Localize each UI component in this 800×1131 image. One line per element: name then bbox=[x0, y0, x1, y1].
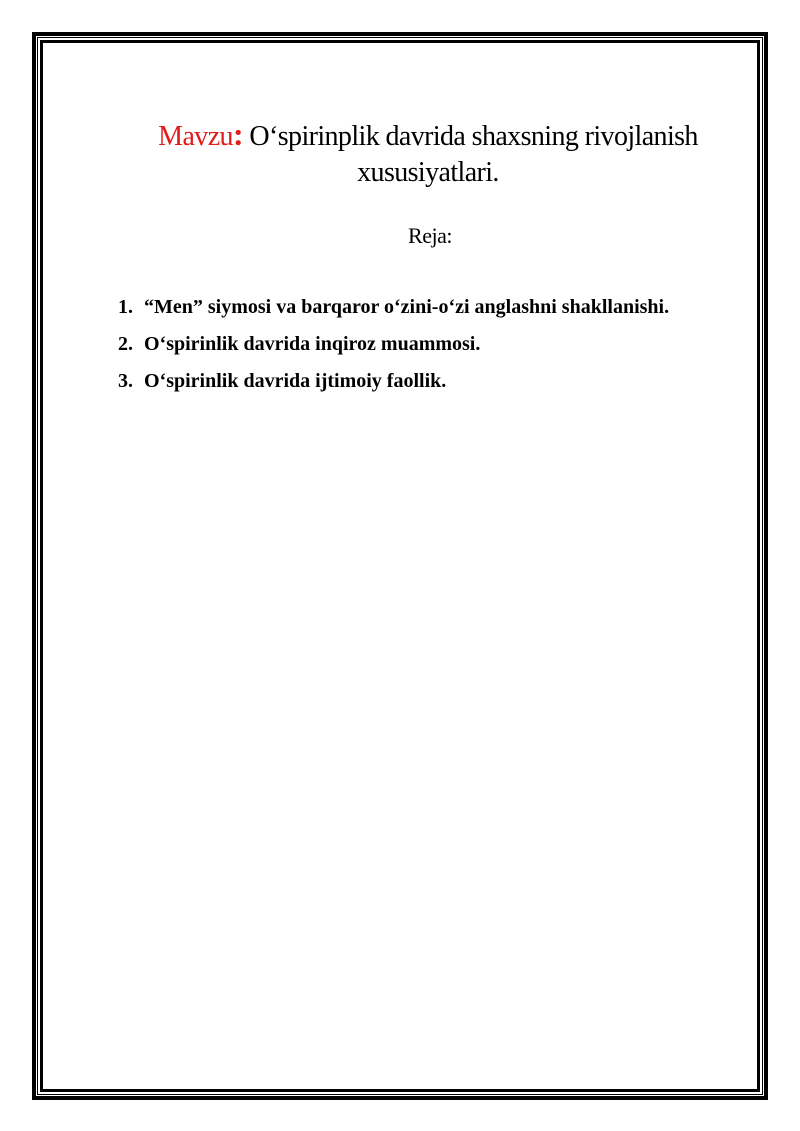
plan-item bbox=[118, 331, 748, 368]
plan-title: Reja: bbox=[408, 223, 452, 248]
plan-item-number: 2. bbox=[118, 333, 133, 355]
plan-item bbox=[118, 368, 748, 405]
plan-item-text: O‘spirinlik davrida ijtimoiy faollik. bbox=[144, 370, 447, 392]
page-border-inner bbox=[40, 40, 760, 1092]
plan-item bbox=[118, 294, 748, 331]
plan-list bbox=[118, 294, 748, 405]
topic-heading bbox=[100, 116, 756, 191]
topic-colon: : bbox=[232, 116, 243, 152]
topic-title: O‘spirinplik davrida shaxsning rivojlanish xususiyatlari. bbox=[249, 121, 698, 188]
plan-item-number: 1. bbox=[118, 296, 133, 318]
topic-label: Mavzu bbox=[158, 121, 233, 152]
plan-item-number: 3. bbox=[118, 370, 133, 392]
plan-item-text: “Men” siymosi va barqaror o‘zini-o‘zi anglashni shakllanishi. bbox=[144, 296, 670, 318]
plan-item-text: O‘spirinlik davrida inqiroz muammosi. bbox=[144, 333, 481, 355]
